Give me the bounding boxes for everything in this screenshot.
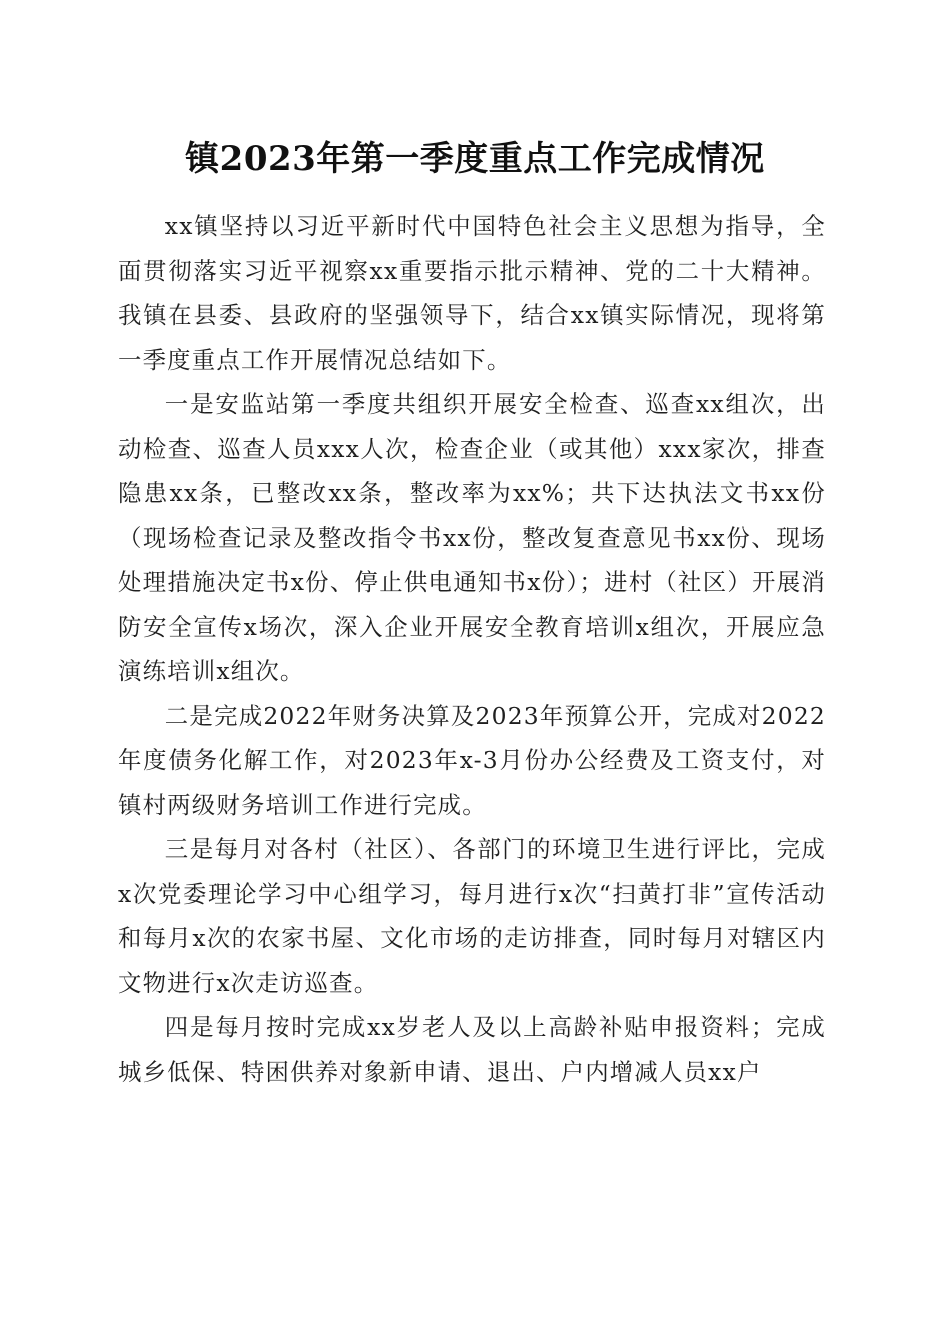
paragraph-intro: xx镇坚持以习近平新时代中国特色社会主义思想为指导，全面贯彻落实习近平视察xx重要指示批示精神、党的二十大精神。我镇在县委、县政府的坚强领导下，结合xx镇实际情况，现将第一季度重点工作开展情况总结如下。 (118, 212, 826, 374)
document-title: 镇2023年第一季度重点工作完成情况 (185, 139, 765, 179)
paragraph-finance: 二是完成2022年财务决算及2023年预算公开，完成对2022年度债务化解工作，对2023年x-3月份办公经费及工资支付，对镇村两级财务培训工作进行完成。 (118, 701, 826, 819)
paragraph-environment-culture: 三是每月对各村（社区）、各部门的环境卫生进行评比，完成x次党委理论学习中心组学习，每月进行x次“扫黄打非”宣传活动和每月x次的农家书屋、文化市场的走访排查，同时每月对辖区内文物进行x次走访巡查。 (118, 835, 826, 997)
paragraph-elderly-subsidy: 四是每月按时完成xx岁老人及以上高龄补贴申报资料；完成城乡低保、特困供养对象新申请、退出、户内增减人员xx户 (118, 1013, 826, 1086)
document-body (118, 204, 826, 1094)
paragraph-safety-inspection: 一是安监站第一季度共组织开展安全检查、巡查xx组次，出动检查、巡查人员xxx人次，检查企业（或其他）xxx家次，排查隐患xx条，已整改xx条，整改率为xx%；共下达执法文书xx份（现场检查记录及整改指令书xx份，整改复查意见书xx份、现场处理措施决定书x份、停止供电通知书x份）；进村（社区）开展消防安全宣传x场次，深入企业开展安全教育培训x组次，开展应急演练培训x组次。 (118, 390, 826, 685)
